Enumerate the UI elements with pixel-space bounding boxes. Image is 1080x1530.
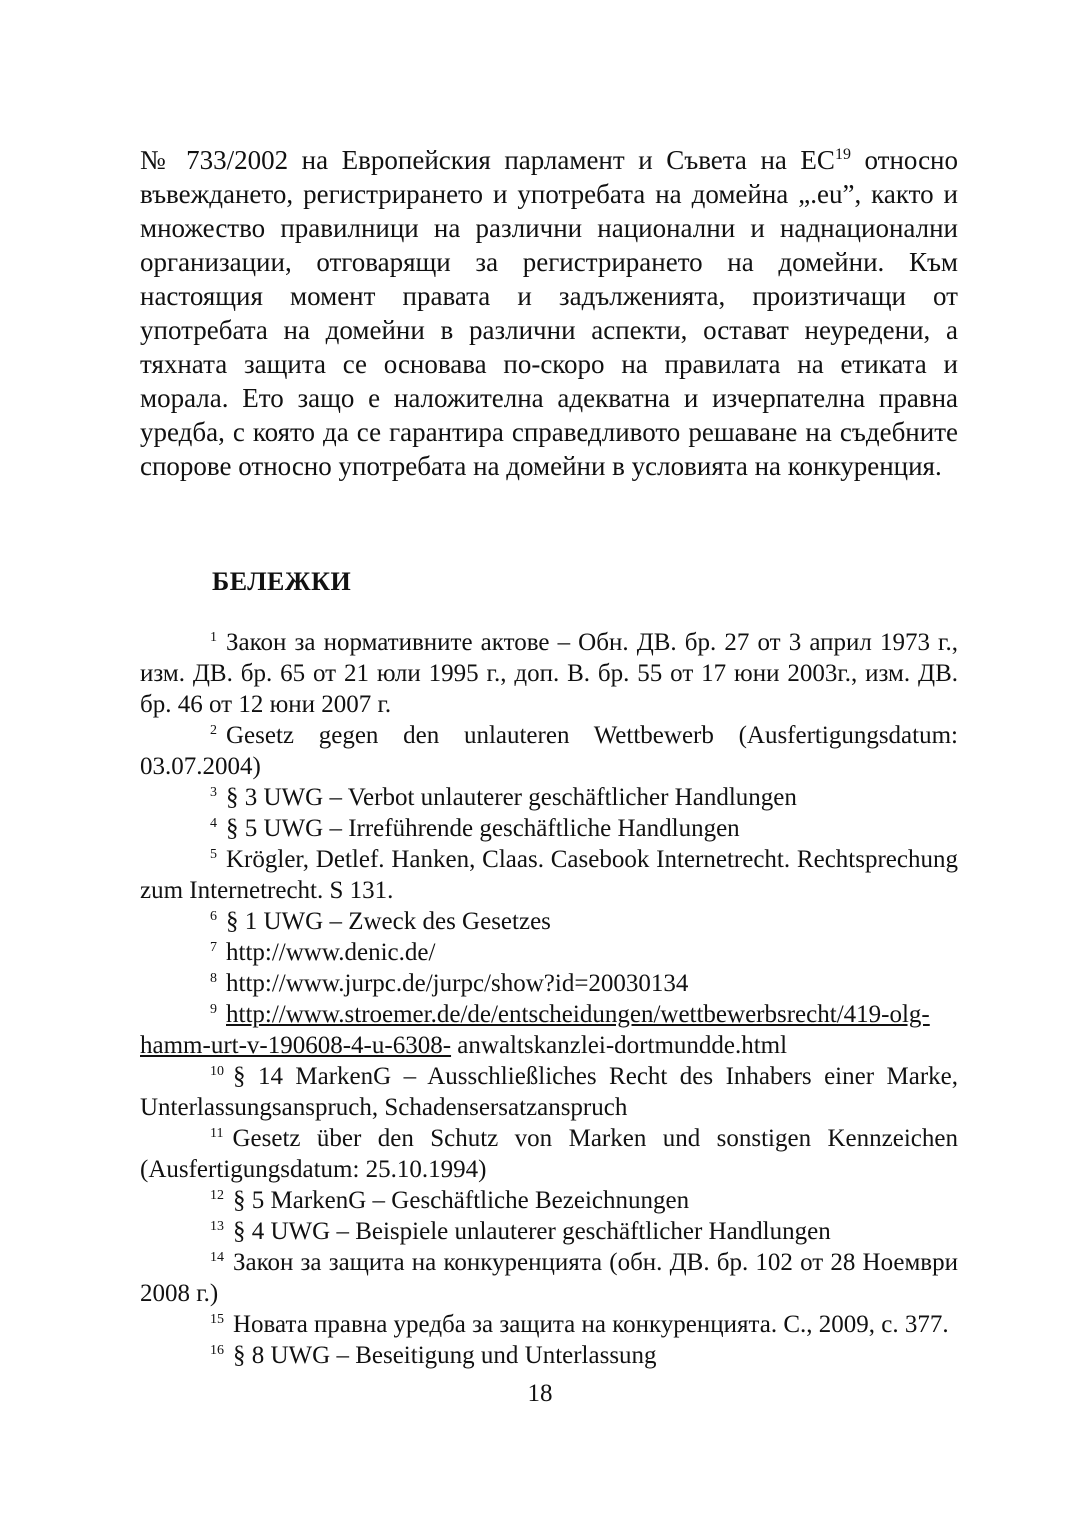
footnote-10 <box>140 1061 958 1123</box>
footnote-text: http://www.jurpc.de/jurpc/show?id=20030134 <box>226 970 689 997</box>
footnote-reference-19: 19 <box>834 146 851 163</box>
footnote-number: 7 <box>210 939 217 955</box>
footnote-text: Krögler, Detlef. Hanken, Claas. Casebook Internetrecht. Rechtsprechung zum Internetrecht. S 131. <box>140 846 958 904</box>
footnote-number: 5 <box>210 846 217 862</box>
main-paragraph <box>140 143 958 483</box>
footnote-number: 1 <box>210 629 217 645</box>
footnote-13 <box>140 1216 958 1247</box>
footnote-url-link[interactable]: http://www.stroemer.de/de/entscheidungen/wettbewerbsrecht/419-olg-hamm-urt-v-190608-4-u-6308- <box>140 1001 930 1059</box>
notes-heading: БЕЛЕЖКИ <box>212 567 352 596</box>
footnote-text: § 14 MarkenG – Ausschließliches Recht des Inhabers einer Marke, Unterlassungsanspruch, Schadensersatzanspruch <box>140 1063 958 1121</box>
footnote-12 <box>140 1185 958 1216</box>
footnote-16 <box>140 1340 958 1371</box>
footnote-text: anwaltskanzlei-dortmundde.html <box>451 1032 788 1059</box>
footnote-number: 9 <box>210 1001 217 1017</box>
footnote-7 <box>140 937 958 968</box>
footnote-text: § 8 UWG – Beseitigung und Unterlassung <box>233 1342 657 1369</box>
footnote-number: 10 <box>210 1063 224 1079</box>
footnote-text: Gesetz über den Schutz von Marken und sonstigen Kennzeichen (Ausfertigungsdatum: 25.10.1994) <box>140 1125 958 1183</box>
footnote-number: 6 <box>210 908 217 924</box>
footnote-5 <box>140 844 958 906</box>
footnote-number: 4 <box>210 815 217 831</box>
footnote-number: 14 <box>210 1249 224 1265</box>
footnote-text: § 1 UWG – Zweck des Gesetzes <box>226 908 551 935</box>
footnote-2 <box>140 720 958 782</box>
footnote-text: § 4 UWG – Beispiele unlauterer geschäftlicher Handlungen <box>233 1218 831 1245</box>
footnote-number: 12 <box>210 1187 224 1203</box>
footnote-text: § 5 UWG – Irreführende geschäftliche Handlungen <box>226 815 740 842</box>
footnote-4 <box>140 813 958 844</box>
footnote-number: 15 <box>210 1311 224 1327</box>
footnote-number: 3 <box>210 784 217 800</box>
footnote-text: Gesetz gegen den unlauteren Wettbewerb (Ausfertigungsdatum: 03.07.2004) <box>140 722 958 780</box>
footnote-text: http://www.denic.de/ <box>226 939 436 966</box>
page-number: 18 <box>527 1380 553 1407</box>
footnote-number: 8 <box>210 970 217 986</box>
footnote-8 <box>140 968 958 999</box>
footnote-9 <box>140 999 958 1061</box>
footnote-3 <box>140 782 958 813</box>
footnote-text: Новата правна уредба за защита на конкуренцията. С., 2009, с. 377. <box>233 1311 949 1338</box>
footnote-number: 16 <box>210 1342 224 1358</box>
footnote-number: 11 <box>210 1125 224 1141</box>
notes-section <box>140 627 958 1371</box>
main-paragraph-text: № 733/2002 на Европейския парламент и Съвета на ЕС <box>140 145 835 175</box>
footnote-11 <box>140 1123 958 1185</box>
footnote-number: 13 <box>210 1218 224 1234</box>
main-paragraph-text-continued: относно въвеждането, регистрирането и употребата на домейна „.eu”, както и множество правилници на различни национални и наднационални организации, отговарящи за регистрирането на домейни. Към настоящия момент правата и задълженията, произтичащи от употребата на домейни в различни аспекти, остават неуредени, а тяхната защита се основава по-скоро на правилата на етиката и морала. Ето защо е наложителна адекватна и изчерпателна правна уредба, с която да се гарантира справедливото решаване на съдебните спорове относно употребата на домейни в условията на конкуренция. <box>140 145 959 481</box>
footnote-text: Закон за нормативните актове – Обн. ДВ. бр. 27 от 3 април 1973 г., изм. ДВ. бр. 65 от 21 юли 1995 г., доп. В. бр. 55 от 17 юни 2003г., изм. ДВ. бр. 46 от 12 юни 2007 г. <box>140 629 958 718</box>
footnote-text: § 3 UWG – Verbot unlauterer geschäftlicher Handlungen <box>226 784 797 811</box>
footnote-number: 2 <box>210 722 217 738</box>
footnote-1 <box>140 627 958 720</box>
footnote-15 <box>140 1309 958 1340</box>
footnote-14 <box>140 1247 958 1309</box>
footnote-text: § 5 MarkenG – Geschäftliche Bezeichnungen <box>233 1187 690 1214</box>
footnote-6 <box>140 906 958 937</box>
footnote-text: Закон за защита на конкуренцията (обн. ДВ. бр. 102 от 28 Ноември 2008 г.) <box>140 1249 958 1307</box>
